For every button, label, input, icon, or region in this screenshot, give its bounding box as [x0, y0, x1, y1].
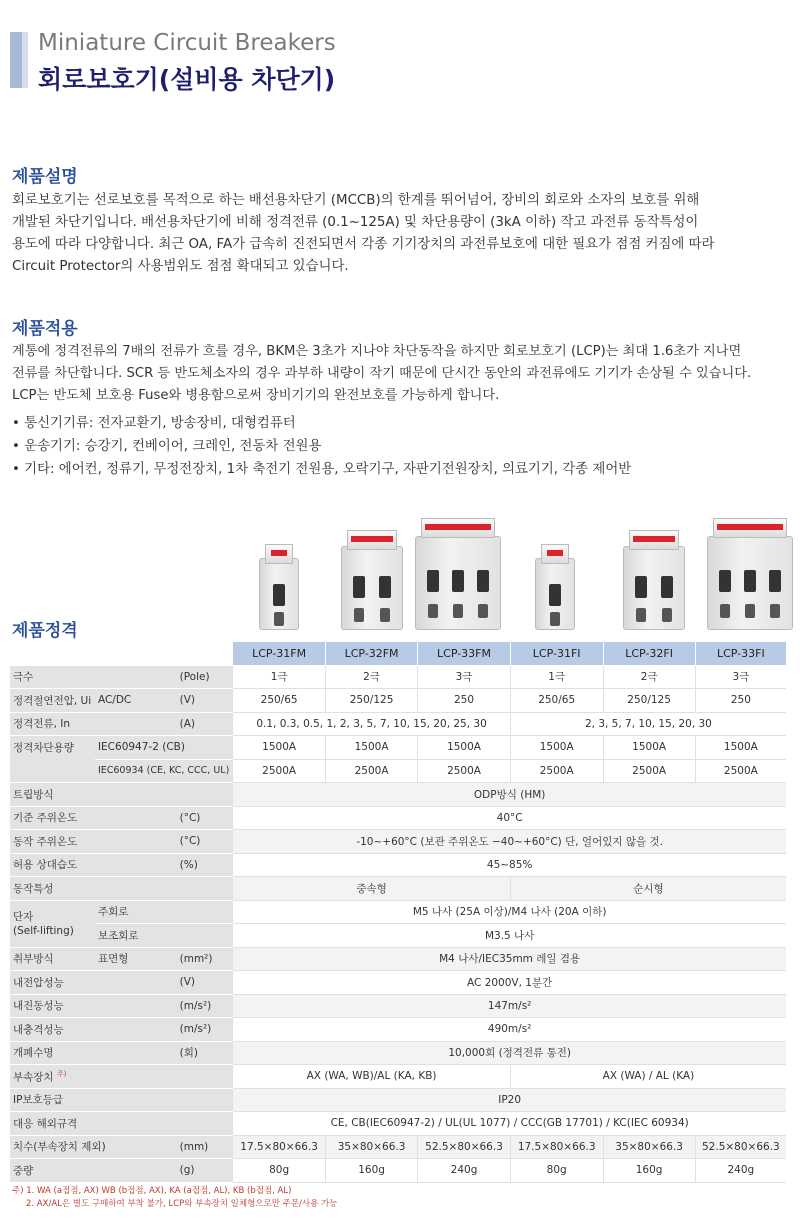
model-header: LCP-31FI — [510, 642, 603, 665]
footnotes — [12, 1185, 337, 1211]
description-paragraph — [12, 190, 792, 278]
spec-table — [10, 642, 786, 1183]
product-image-lcp-32fm — [341, 530, 403, 630]
table-row: 극수 (Pole) 1극 2극 3극 1극 2극 3극 — [10, 665, 786, 689]
table-row: 대응 해외규격 CE, CB(IEC60947-2) / UL(UL 1077) / CCC(GB 17701) / KC(IEC 60934) — [10, 1112, 786, 1136]
product-image-lcp-32fi — [623, 530, 685, 630]
table-header-row — [10, 642, 786, 665]
table-row: 보조회로 M3.5 나사 — [10, 924, 786, 948]
table-row: 개폐수명 (회) 10,000회 (정격전류 통전) — [10, 1041, 786, 1065]
title-english: Miniature Circuit Breakers — [38, 30, 336, 56]
section-title-application: 제품적용 — [12, 319, 78, 339]
table-row: 중량 (g) 80g 160g 240g 80g 160g 240g — [10, 1159, 786, 1183]
table-row: IP보호등급 IP20 — [10, 1088, 786, 1112]
title-korean: 회로보호기(설비용 차단기) — [38, 65, 336, 94]
table-row: 정격절연전압, Ui AC/DC (V) 250/65 250/125 250 250/65 250/125 250 — [10, 689, 786, 713]
product-image-lcp-33fm — [415, 518, 501, 630]
table-row: 정격전류, In (A) 0.1, 0.3, 0.5, 1, 2, 3, 5, 7, 10, 15, 20, 25, 30 2, 3, 5, 7, 10, 15, 20, 30 — [10, 712, 786, 736]
model-header: LCP-33FI — [695, 642, 786, 665]
bullet-item: • 운송기기: 승강기, 컨베이어, 크레인, 전동차 전원용 — [12, 439, 322, 454]
table-row: 동작 주위온도 (°C) -10~+60°C (보관 주위온도 −40~+60°C) 단, 얼어있지 않을 것. — [10, 830, 786, 854]
model-header: LCP-31FM — [233, 642, 326, 665]
section-title-description: 제품설명 — [12, 167, 78, 187]
table-row: 기준 주위온도 (°C) 40°C — [10, 806, 786, 830]
description-line: 회로보호기는 선로보호를 목적으로 하는 배선용차단기 (MCCB)의 한계를 뛰어넘어, 장비의 회로와 소자의 보호를 위해 — [12, 193, 700, 208]
table-row: 내진동성능 (m/s²) 147m/s² — [10, 994, 786, 1018]
table-row: 내전압성능 (V) AC 2000V, 1분간 — [10, 971, 786, 995]
table-row: 동작특성 중속형 순시형 — [10, 877, 786, 901]
table-row: 치수(부속장치 제외) (mm) 17.5×80×66.3 35×80×66.3 52.5×80×66.3 17.5×80×66.3 35×80×66.3 52.5×80×66.3 — [10, 1135, 786, 1159]
application-line: 계통에 정격전류의 7배의 전류가 흐를 경우, BKM은 3초가 지나야 차단동작을 하지만 회로보호기 (LCP)는 최대 1.6초가 지나면 — [12, 344, 742, 359]
table-row: 트립방식 ODP방식 (HM) — [10, 783, 786, 807]
section-title-spec: 제품정격 — [12, 621, 78, 641]
application-line: 전류를 차단합니다. SCR 등 반도체소자의 경우 과부하 내량이 작기 때문에 단시간 동안의 과전류에도 기기가 손상될 수 있습니다. — [12, 366, 752, 381]
table-row: 내충격성능 (m/s²) 490m/s² — [10, 1018, 786, 1042]
model-header: LCP-32FM — [325, 642, 417, 665]
model-header: LCP-32FI — [603, 642, 695, 665]
table-row: IEC60934 (CE, KC, CCC, UL) 2500A 2500A 2500A 2500A 2500A 2500A — [10, 759, 786, 783]
table-row: 부속장치 $^{주)}$ AX (WA, WB)/AL (KA, KB) AX (WA) / AL (KA) — [10, 1065, 786, 1089]
product-image-lcp-31fm — [259, 544, 299, 630]
product-image-lcp-33fi — [707, 518, 793, 630]
application-bullet-list — [12, 412, 631, 481]
header-accent-bar — [10, 32, 22, 88]
description-line: 용도에 따라 다양합니다. 최근 OA, FA가 급속히 진전되면서 각종 기기장치의 과전류보호에 대한 필요가 점점 커짐에 따라 — [12, 237, 715, 252]
table-row: 취부방식 표면형 (mm²) M4 나사/IEC35mm 레일 겸용 — [10, 947, 786, 971]
table-row: 허용 상대습도 (%) 45~85% — [10, 853, 786, 877]
footnote: 주) 1. WA (a접점, AX) WB (b접점, AX), KA (a접점, AL), KB (b접점, AL) — [12, 1186, 292, 1196]
header-accent-bar-light — [22, 32, 28, 88]
description-line: 개발된 차단기입니다. 배선용차단기에 비해 정격전류 (0.1~125A) 및 차단용량이 (3kA 이하) 작고 과전류 동작특성이 — [12, 215, 699, 230]
application-line: LCP는 반도체 보호용 Fuse와 병용함으로써 장비기기의 완전보호를 가능하게 합니다. — [12, 388, 500, 403]
table-row: 정격차단용량 IEC60947-2 (CB) 1500A 1500A 1500A 1500A 1500A 1500A — [10, 736, 786, 760]
product-image-lcp-31fi — [535, 544, 575, 630]
product-images — [245, 518, 795, 630]
bullet-item: • 통신기기류: 전자교환기, 방송장비, 대형컴퓨터 — [12, 416, 296, 431]
footnote: 2. AX/AL은 별도 구매하여 부착 불가, LCP와 부속장치 일체형으로만 주문/사용 가능 — [26, 1199, 338, 1209]
description-line: Circuit Protector의 사용범위도 점점 확대되고 있습니다. — [12, 259, 349, 274]
model-header: LCP-33FM — [418, 642, 511, 665]
table-row: 단자 (Self-lifting) 주회로 M5 나사 (25A 이상)/M4 나사 (20A 이하) — [10, 900, 786, 924]
application-paragraph — [12, 341, 792, 407]
bullet-item: • 기타: 에어컨, 정류기, 무정전장치, 1차 축전기 전원용, 오락기구, 자판기전원장치, 의료기기, 각종 제어반 — [12, 462, 632, 477]
